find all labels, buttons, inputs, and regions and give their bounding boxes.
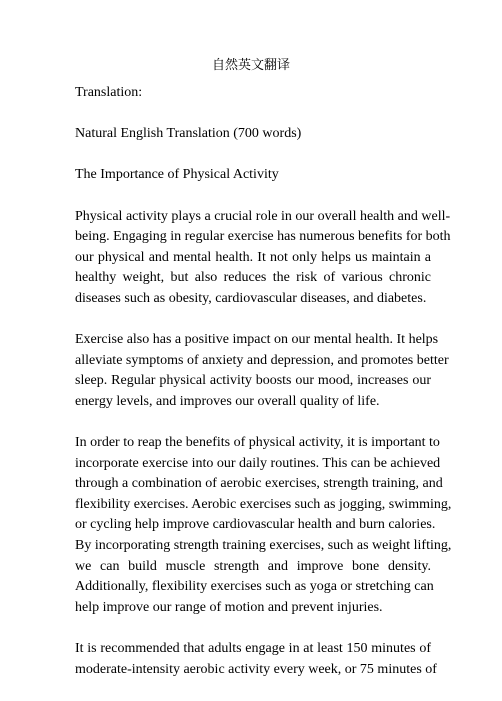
paragraph-line: help improve our range of motion and prevent injuries. [75,599,383,615]
paragraph-1 [75,207,451,310]
paragraph-line: healthy weight, but also reduces the risk of various chronic [75,270,431,286]
paragraph-line: sleep. Regular physical activity boosts our mood, increases our [75,373,431,389]
translation-label: Translation: [75,85,143,100]
document-title: 自然英文翻译 [211,58,290,73]
paragraph-line: alleviate symptoms of anxiety and depression, and promotes better [75,352,449,368]
paragraph-line: we can build muscle strength and improve bone density. [75,558,431,574]
paragraph-line: Additionally, flexibility exercises such as yoga or stretching can [75,579,434,595]
paragraph-line: flexibility exercises. Aerobic exercises such as jogging, swimming, [75,496,452,512]
paragraph-line: diseases such as obesity, cardiovascular diseases, and diabetes. [75,290,427,306]
paragraph-3 [75,433,452,618]
paragraph-line: By incorporating strength training exercises, such as weight lifting, [75,538,452,554]
paragraph-line: Physical activity plays a crucial role in our overall health and well- [75,208,451,224]
paragraph-line: incorporate exercise into our daily routines. This can be achieved [75,455,441,471]
paragraph-2 [75,330,449,412]
paragraph-line: In order to reap the benefits of physical activity, it is important to [75,435,440,451]
paragraph-line: or cycling help improve cardiovascular health and burn calories. [75,517,436,533]
paragraph-line: Exercise also has a positive impact on our mental health. It helps [75,332,439,348]
paragraph-line: being. Engaging in regular exercise has numerous benefits for both [75,229,451,245]
paragraph-line: It is recommended that adults engage in at least 150 minutes of [75,641,431,657]
paragraph-4 [75,639,437,680]
translation-subtitle: Natural English Translation (700 words) [75,126,302,142]
paragraph-line: through a combination of aerobic exercises, strength training, and [75,476,443,492]
paragraph-line: moderate-intensity aerobic activity every week, or 75 minutes of [75,661,437,677]
article-heading: The Importance of Physical Activity [75,167,279,183]
paragraph-line: our physical and mental health. It not only helps us maintain a [75,249,431,265]
document-body [75,83,452,701]
paragraph-line: energy levels, and improves our overall quality of life. [75,393,380,409]
